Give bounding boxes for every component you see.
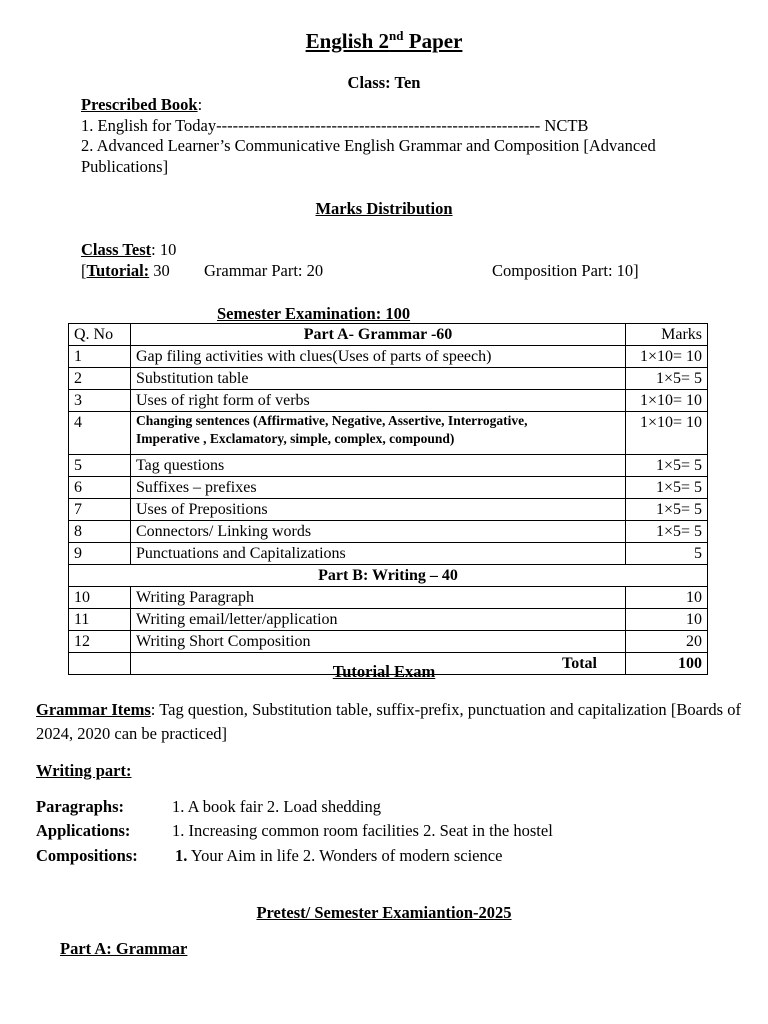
qno-header: Q. No xyxy=(69,324,131,346)
row-item: Suffixes – prefixes xyxy=(131,477,626,499)
table-row xyxy=(69,587,708,609)
row-qno: 3 xyxy=(69,390,131,412)
row-qno: 10 xyxy=(69,587,131,609)
semester-exam-heading: Semester Examination: 100 xyxy=(217,304,411,323)
compositions-text: 1. Your Aim in life 2. Wonders of modern science xyxy=(175,846,503,865)
row-marks: 1×5= 5 xyxy=(626,499,708,521)
table-row xyxy=(69,455,708,477)
part-b-header-row xyxy=(69,565,708,587)
row-marks: 5 xyxy=(626,543,708,565)
page-title: English 2nd Paper xyxy=(305,28,463,53)
paragraphs-label: Paragraphs: xyxy=(36,797,124,816)
table-row xyxy=(69,390,708,412)
table-row xyxy=(69,477,708,499)
row-item: Substitution table xyxy=(131,368,626,390)
row-marks: 1×10= 10 xyxy=(626,412,708,455)
row-qno: 11 xyxy=(69,609,131,631)
tutorial-exam-heading: Tutorial Exam xyxy=(332,662,436,681)
book-2-line-1: 2. Advanced Learner’s Communicative English Grammar and Composition [Advanced xyxy=(81,136,656,155)
table-row xyxy=(69,346,708,368)
table-row xyxy=(69,543,708,565)
row-qno: 2 xyxy=(69,368,131,390)
table-header-row xyxy=(69,324,708,346)
paragraphs-text: 1. A book fair 2. Load shedding xyxy=(172,797,381,816)
table-row xyxy=(69,499,708,521)
part-a-header: Part A- Grammar -60 xyxy=(131,324,626,346)
row-item: Writing email/letter/application xyxy=(131,609,626,631)
row-qno: 1 xyxy=(69,346,131,368)
table-row xyxy=(69,521,708,543)
applications-label: Applications: xyxy=(36,821,131,840)
row-marks: 1×10= 10 xyxy=(626,346,708,368)
prescribed-book-heading: Prescribed Book: xyxy=(81,95,203,114)
composition-part-marks: Composition Part: 10] xyxy=(492,261,639,280)
row-marks: 1×5= 5 xyxy=(626,368,708,390)
marks-distribution-heading: Marks Distribution xyxy=(315,199,453,218)
total-value: 100 xyxy=(626,653,708,675)
table-row xyxy=(69,368,708,390)
row-item: Connectors/ Linking words xyxy=(131,521,626,543)
class-test-line: Class Test: 10 xyxy=(81,240,177,259)
row-qno: 6 xyxy=(69,477,131,499)
compositions-label: Compositions: xyxy=(36,846,138,865)
row-item: Tag questions xyxy=(131,455,626,477)
class-line: Class: Ten xyxy=(347,73,421,92)
row-marks: 1×10= 10 xyxy=(626,390,708,412)
row-item: Writing Paragraph xyxy=(131,587,626,609)
row-qno: 4 xyxy=(69,412,131,455)
row-marks: 1×5= 5 xyxy=(626,455,708,477)
pretest-heading: Pretest/ Semester Examiantion-2025 xyxy=(256,903,512,922)
marks-table xyxy=(68,323,708,675)
row-item: Gap filing activities with clues(Uses of parts of speech) xyxy=(131,346,626,368)
row-item: Uses of Prepositions xyxy=(131,499,626,521)
row-qno: 7 xyxy=(69,499,131,521)
row-item: Uses of right form of verbs xyxy=(131,390,626,412)
part-b-header: Part B: Writing – 40 xyxy=(69,565,708,587)
row-marks: 1×5= 5 xyxy=(626,521,708,543)
grammar-part-marks: Grammar Part: 20 xyxy=(204,261,324,280)
book-1: 1. English for Today----------------------------------------------------------- NCTB xyxy=(81,116,589,135)
part-a-grammar-heading: Part A: Grammar xyxy=(60,939,188,958)
table-row xyxy=(69,631,708,653)
row-marks: 10 xyxy=(626,587,708,609)
row-qno: 8 xyxy=(69,521,131,543)
applications-text: 1. Increasing common room facilities 2. Seat in the hostel xyxy=(172,821,553,840)
row-qno: 12 xyxy=(69,631,131,653)
grammar-items-paragraph: Grammar Items: Tag question, Substitution table, suffix-prefix, punctuation and capitalization [Boards of 2024, 2020 can be practiced] xyxy=(36,700,742,743)
row-marks: 20 xyxy=(626,631,708,653)
row-qno: 9 xyxy=(69,543,131,565)
row-item-line-2: Imperative , Exclamatory, simple, complex, compound) xyxy=(136,431,455,446)
row-qno: 5 xyxy=(69,455,131,477)
row-item: Punctuations and Capitalizations xyxy=(131,543,626,565)
tutorial-line: [Tutorial: 30 xyxy=(81,261,170,280)
table-row xyxy=(69,609,708,631)
row-marks: 10 xyxy=(626,609,708,631)
writing-part-heading: Writing part: xyxy=(36,761,132,780)
row-marks: 1×5= 5 xyxy=(626,477,708,499)
row-item xyxy=(131,412,626,455)
total-label: Total xyxy=(131,653,626,675)
row-item-line-1: Changing sentences (Affirmative, Negative, Assertive, Interrogative, xyxy=(136,413,528,428)
book-2-line-2: Publications] xyxy=(81,157,169,176)
marks-header: Marks xyxy=(626,324,708,346)
row-item: Writing Short Composition xyxy=(131,631,626,653)
table-row xyxy=(69,412,708,455)
